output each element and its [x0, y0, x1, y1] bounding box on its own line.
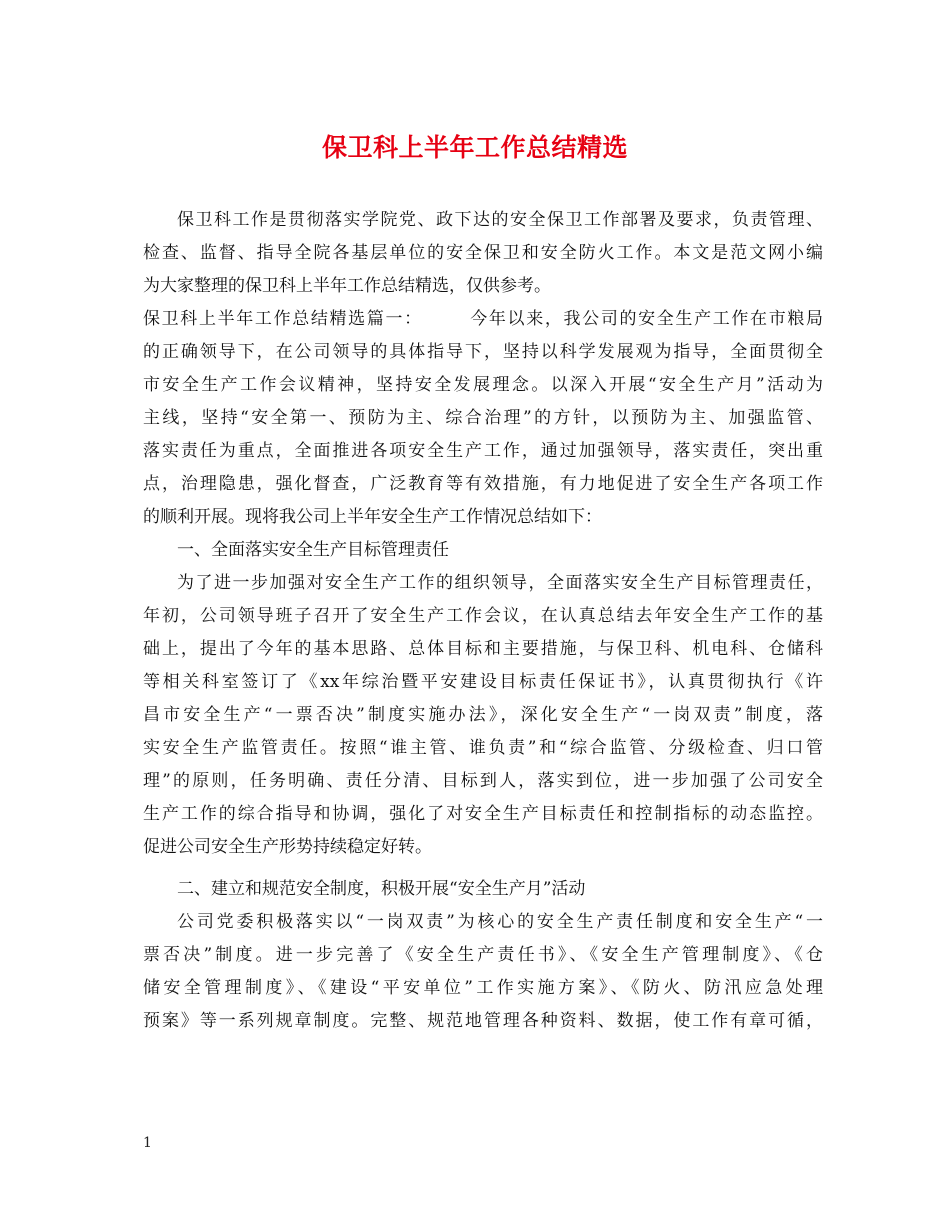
paragraph-line: 为大家整理的保卫科上半年工作总结精选，仅供参考。 — [143, 276, 551, 296]
page-number: 1 — [143, 1135, 152, 1151]
section-heading: 一、全面落实安全生产目标管理责任 — [177, 540, 449, 560]
paragraph-line: 公司党委积极落实以“一岗双责”为核心的安全生产责任制度和安全生产“一 — [177, 912, 823, 932]
paragraph-line: 保卫科上半年工作总结精选篇一： 今年以来，我公司的安全生产工作在市粮局 — [143, 309, 823, 329]
paragraph-line: 保卫科工作是贯彻落实学院党、政下达的安全保卫工作部署及要求，负责管理、 — [177, 210, 823, 230]
paragraph-line: 的正确领导下，在公司领导的具体指导下，坚持以科学发展观为指导，全面贯彻全 — [143, 342, 823, 362]
paragraph-line: 年初，公司领导班子召开了安全生产工作会议，在认真总结去年安全生产工作的基 — [143, 606, 823, 626]
paragraph-line: 点，治理隐患，强化督查，广泛教育等有效措施，有力地促进了安全生产各项工作 — [143, 474, 823, 494]
paragraph-line: 市安全生产工作会议精神，坚持安全发展理念。以深入开展“安全生产月”活动为 — [143, 375, 823, 395]
paragraph-line: 生产工作的综合指导和协调，强化了对安全生产目标责任和控制指标的动态监控。 — [143, 804, 823, 824]
paragraph-line: 实安全生产监管责任。按照“谁主管、谁负责”和“综合监管、分级检查、归口管 — [143, 738, 823, 758]
paragraph-line: 票否决”制度。进一步完善了《安全生产责任书》、《安全生产管理制度》、《仓 — [143, 945, 823, 965]
paragraph-line: 检查、监督、指导全院各基层单位的安全保卫和安全防火工作。本文是范文网小编 — [143, 243, 823, 263]
paragraph-line: 预案》等一系列规章制度。完整、规范地管理各种资料、数据，使工作有章可循， — [143, 1011, 823, 1031]
paragraph-line: 的顺利开展。现将我公司上半年安全生产工作情况总结如下： — [143, 507, 602, 527]
paragraph-line: 储安全管理制度》、《建设“平安单位”工作实施方案》、《防火、防汛应急处理 — [143, 978, 823, 998]
paragraph-line: 昌市安全生产“一票否决”制度实施办法》，深化安全生产“一岗双责”制度，落 — [143, 705, 823, 725]
paragraph-line: 等相关科室签订了《xx年综治暨平安建设目标责任保证书》，认真贯彻执行《许 — [143, 672, 823, 692]
paragraph-line: 促进公司安全生产形势持续稳定好转。 — [143, 837, 432, 857]
paragraph-line: 础上，提出了今年的基本思路、总体目标和主要措施，与保卫科、机电科、仓储科 — [143, 639, 823, 659]
paragraph-line: 主线，坚持“安全第一、预防为主、综合治理”的方针，以预防为主、加强监管、 — [143, 408, 823, 428]
paragraph-line: 理”的原则，任务明确、责任分清、目标到人，落实到位，进一步加强了公司安全 — [143, 771, 823, 791]
paragraph-line: 为了进一步加强对安全生产工作的组织领导，全面落实安全生产目标管理责任， — [177, 573, 823, 593]
document-title: 保卫科上半年工作总结精选 — [321, 133, 628, 162]
paragraph-line: 落实责任为重点，全面推进各项安全生产工作，通过加强领导，落实责任，突出重 — [143, 441, 823, 461]
section-heading: 二、建立和规范安全制度，积极开展“安全生产月”活动 — [177, 879, 586, 899]
